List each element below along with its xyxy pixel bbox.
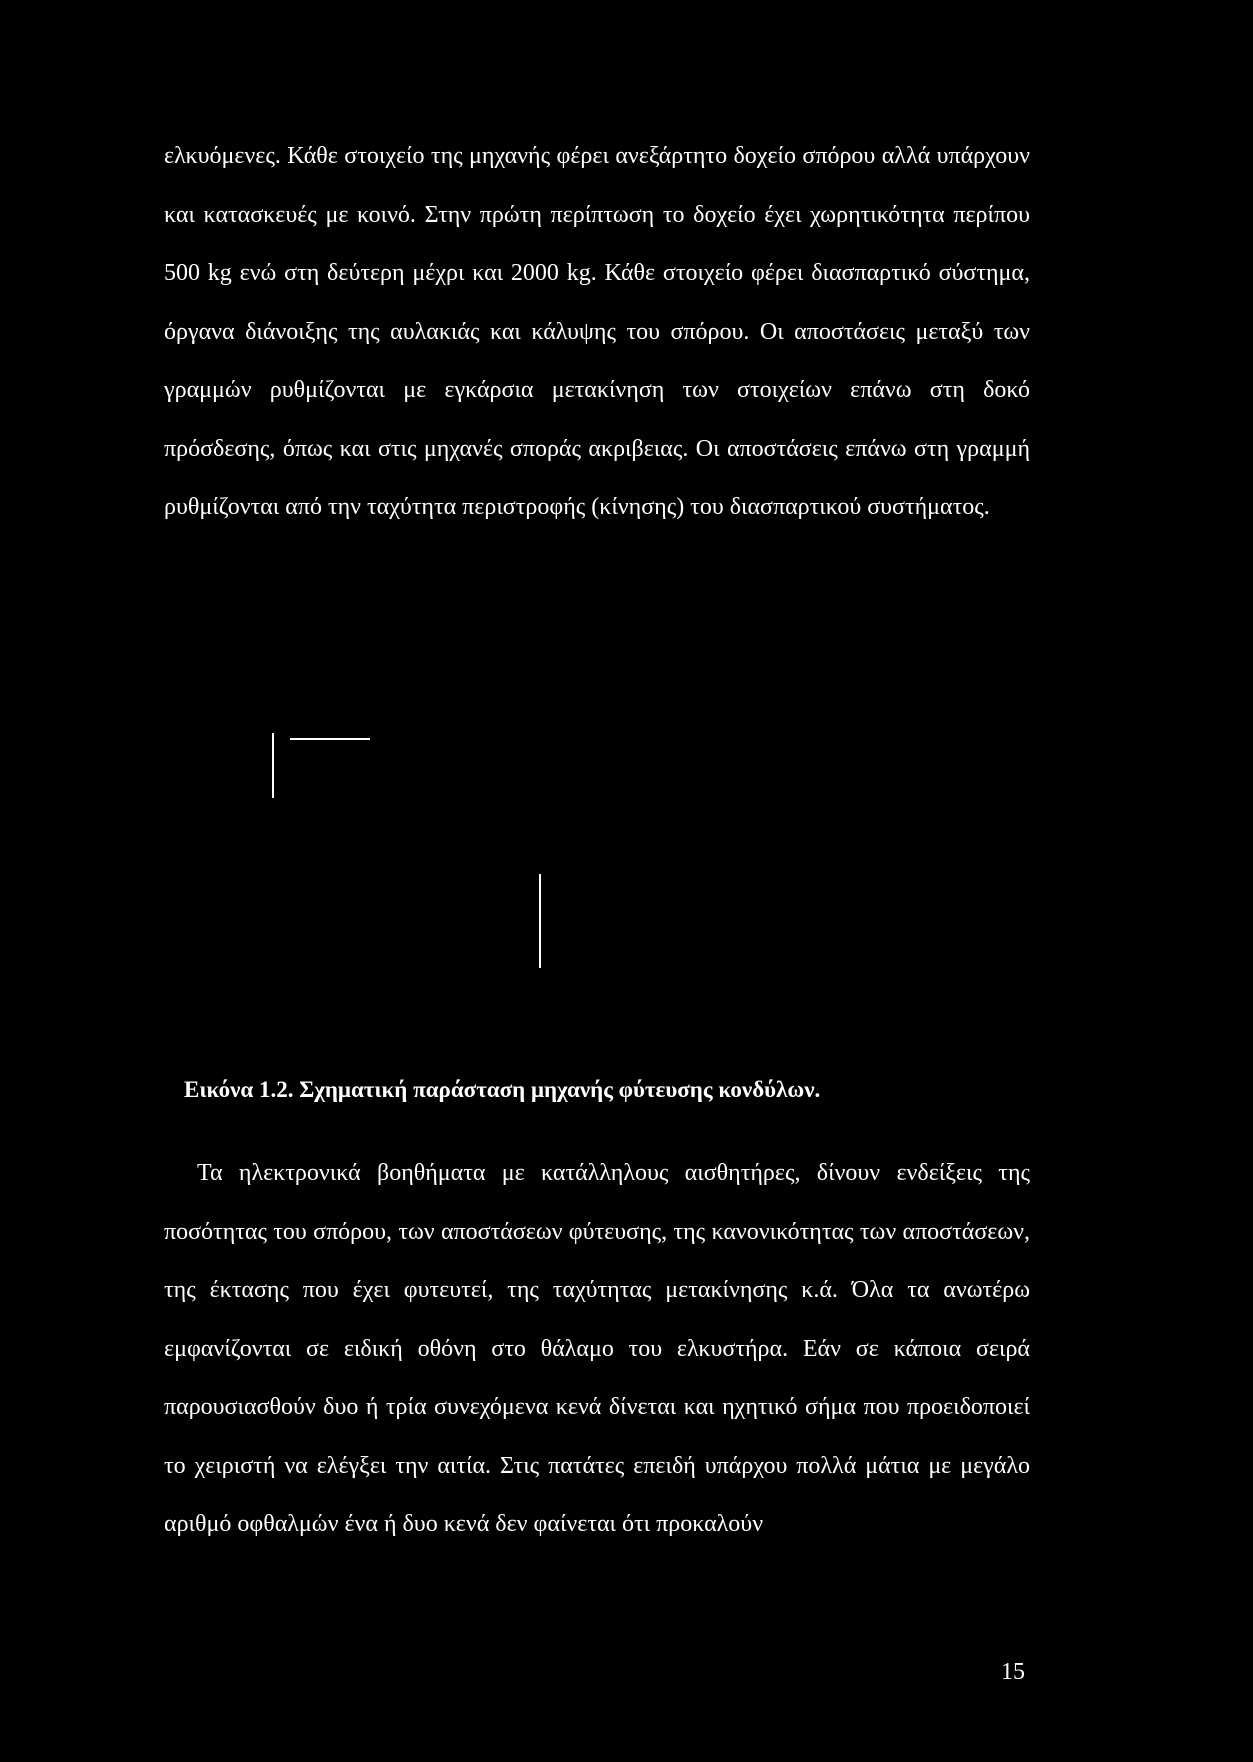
figure-line bbox=[272, 733, 274, 798]
figure-line bbox=[539, 874, 541, 968]
body-paragraph: ελκυόμενες. Κάθε στοιχείο της μηχανής φέρει ανεξάρτητο δοχείο σπόρου αλλά υπάρχουν και κατασκευές με κοινό. Στην πρώτη περίπτωση το δοχείο έχει χωρητικότητα περίπου 500 kg ενώ στη δεύτερη μέχρι και 2000 kg. Κάθε στοιχείο φέρει διασπαρτικό σύστημα, όργανα διάνοιξης της αυλακιάς και κάλυψης του σπόρου. Οι αποστάσεις μεταξύ των γραμμών ρυθμίζονται με εγκάρσια μετακίνηση των στοιχείων επάνω στη δοκό πρόσδεσης, όπως και στις μηχανές σποράς ακριβειας. Οι αποστάσεις επάνω στη γραμμή ρυθμίζονται από την ταχύτητα περιστροφής (κίνησης) του διασπαρτικού συστήματος. bbox=[164, 143, 1030, 520]
figure-line bbox=[290, 738, 370, 740]
body-paragraph: Τα ηλεκτρονικά βοηθήματα με κατάλληλους αισθητήρες, δίνουν ενδείξεις της ποσότητας του σπόρου, των αποστάσεων φύτευσης, της κανονικότητας των αποστάσεων, της έκτασης που έχει φυτευτεί, της ταχύτητας μετακίνησης κ.ά. Όλα τα ανωτέρω εμφανίζονται σε ειδική οθόνη στο θάλαμο του ελκυστήρα. Εάν σε κάποια σειρά παρουσιασθούν δυο ή τρία συνεχόμενα κενά δίνεται και ηχητικό σήμα που προειδοποιεί το χειριστή να ελέγξει την αιτία. Στις πατάτες επειδή υπάρχου πολλά μάτια με μεγάλο αριθμό οφθαλμών ένα ή δυο κενά δεν φαίνεται ότι προκαλούν bbox=[164, 1160, 1030, 1537]
page-number: 15 bbox=[1001, 1659, 1025, 1685]
figure-caption: Εικόνα 1.2. Σχηματική παράσταση μηχανής φύτευσης κονδύλων. bbox=[184, 1077, 821, 1102]
